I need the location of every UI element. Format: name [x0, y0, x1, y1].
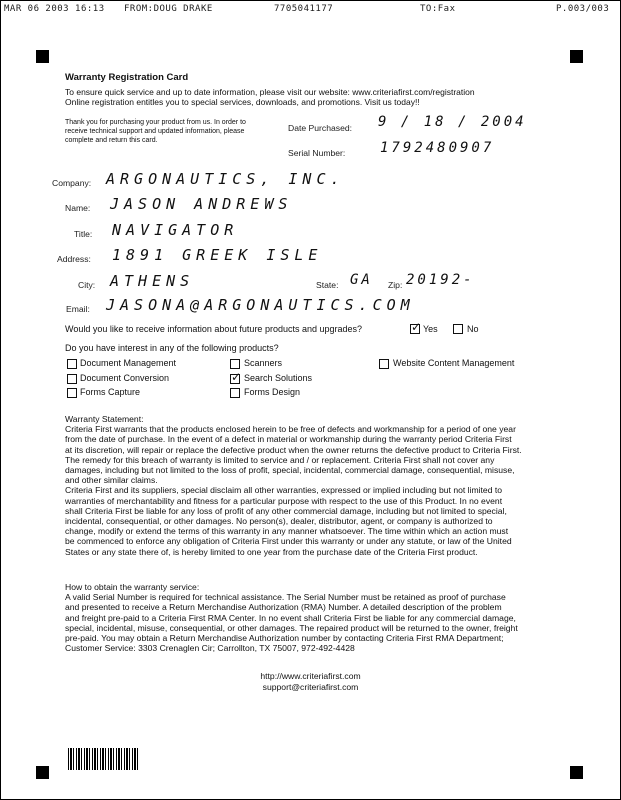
- service-heading: How to obtain the warranty service:: [65, 582, 200, 592]
- barcode: [68, 748, 138, 770]
- warranty-line: Criteria First warrants that the products enclosed herein to be free of defects and workmanship for a period of one year: [65, 424, 516, 435]
- date-purchased-label: Date Purchased:: [288, 123, 353, 133]
- fax-page-number: P.003/003: [556, 4, 610, 14]
- city-label: City:: [78, 280, 96, 290]
- service-line: Customer Service: 3303 Crenaglen Cir; Carrollton, TX 75007, 972-492-4428: [65, 643, 355, 654]
- state-value[interactable]: GA: [350, 272, 373, 288]
- upgrades-yes-checkbox[interactable]: [410, 324, 420, 334]
- email-label: Email:: [66, 304, 90, 314]
- date-purchased-value[interactable]: 9 / 18 / 2004: [378, 114, 527, 130]
- fax-date: MAR 06 2003 16:13: [4, 4, 105, 14]
- interest-forms-design-label: Forms Design: [244, 387, 301, 397]
- registration-mark-top-right: [570, 50, 583, 63]
- state-label: State:: [316, 280, 339, 290]
- warranty-line: and other similar claims.: [65, 475, 158, 486]
- interest-website-content-management-label: Website Content Management: [393, 358, 515, 368]
- warranty-line: incidental, consequential, or other damages. No person(s), dealer, distributor, agent, or company is authorized to: [65, 516, 493, 527]
- interest-document-management-checkbox[interactable]: [67, 359, 77, 369]
- registration-mark-bottom-left: [36, 766, 49, 779]
- upgrades-yes-label: Yes: [423, 324, 438, 334]
- fax-from: FROM:DOUG DRAKE: [124, 4, 213, 14]
- interest-search-solutions-checkbox[interactable]: [230, 374, 240, 384]
- interest-website-content-management-checkbox[interactable]: [379, 359, 389, 369]
- fax-to: TO:Fax: [420, 4, 456, 14]
- zip-label: Zip:: [388, 280, 403, 290]
- warranty-line: shall Criteria First be liable for any loss of profit of any other commercial damage, including but not limited to special,: [65, 505, 507, 516]
- warranty-line: change, modify or extend the terms of this warranty in any manner whatsoever. The time within which an action must: [65, 526, 509, 537]
- upgrades-question: Would you like to receive information about future products and upgrades?: [65, 324, 363, 334]
- address-value[interactable]: 1891 GREEK ISLE: [112, 246, 323, 264]
- thanks-text: [65, 118, 246, 145]
- service-line: pre-paid. You may obtain a Return Merchandise Authorization number by contacting Criteria First RMA Department;: [65, 633, 504, 644]
- interest-forms-capture-label: Forms Capture: [80, 387, 141, 397]
- interest-forms-capture-checkbox[interactable]: [67, 388, 77, 398]
- title-value[interactable]: NAVIGATOR: [112, 221, 239, 239]
- registration-mark-bottom-right: [570, 766, 583, 779]
- email-value[interactable]: JASONA@ARGONAUTICS.COM: [106, 296, 415, 314]
- warranty-statement: [65, 414, 545, 557]
- city-value[interactable]: ATHENS: [110, 272, 195, 290]
- service-line: and presented to receive a Return Merchandise Authorization (RMA) Number. A detailed description of the problem: [65, 602, 502, 613]
- name-label: Name:: [65, 203, 91, 213]
- fax-number: 7705041177: [274, 4, 334, 14]
- service-line: A valid Serial Number is required for technical assistance. The Serial Number must be retained as proof of purchase: [65, 592, 506, 603]
- thanks-line: Thank you for purchasing your product from us. In order to: [65, 119, 246, 126]
- warranty-line: be commenced to enforce any obligation of Criteria First under this warranty or under any statute, or law of the United: [65, 536, 512, 547]
- card-title: Warranty Registration Card: [65, 72, 189, 83]
- intro-line-2: Online registration entitles you to special services, downloads, and promotions. Visit us today!!: [65, 97, 420, 107]
- warranty-line: at its discretion, will repair or replace the defective product when the owner returns the defective product to Criteria First.: [65, 444, 522, 455]
- warranty-heading: Warranty Statement:: [65, 414, 144, 424]
- warranty-line: Criteria First and its suppliers, special disclaim all other warranties, expressed or implied including but not limited to: [65, 485, 503, 496]
- warranty-line: The remedy for this breach of warranty is limited to service and / or replacement. Criteria First shall not cover any: [65, 454, 495, 465]
- interest-scanners-label: Scanners: [244, 358, 283, 368]
- upgrades-no-label: No: [467, 324, 479, 334]
- interest-forms-design-checkbox[interactable]: [230, 388, 240, 398]
- address-label: Address:: [57, 254, 91, 264]
- interest-document-management-label: Document Management: [80, 358, 177, 368]
- upgrades-no-checkbox[interactable]: [453, 324, 463, 334]
- serial-number-label: Serial Number:: [288, 148, 346, 158]
- interest-question: Do you have interest in any of the following products?: [65, 343, 279, 353]
- website-link[interactable]: http://www.criteriafirst.com: [260, 671, 361, 681]
- intro-line-1: To ensure quick service and up to date information, please visit our website: www.criteriafirst.com/registration: [65, 87, 475, 97]
- warranty-line: from the date of purchase. In the event of a defect in material or workmanship during the warranty period Criteria First: [65, 434, 512, 445]
- service-line: special, incidental, misuse, consequential, or other damages. The repaired product will be returned to the owner, freight: [65, 622, 518, 633]
- registration-mark-top-left: [36, 50, 49, 63]
- support-email-link[interactable]: support@criteriafirst.com: [262, 682, 359, 692]
- interest-document-conversion-checkbox[interactable]: [67, 374, 77, 384]
- company-value[interactable]: ARGONAUTICS, INC.: [106, 170, 345, 188]
- interest-search-solutions-label: Search Solutions: [244, 373, 313, 383]
- interest-scanners-checkbox[interactable]: [230, 359, 240, 369]
- warranty-line: warranties of merchantability and fitness for a particular purpose with respect to the use of this Product. In no event: [65, 495, 503, 506]
- company-label: Company:: [52, 178, 92, 188]
- service-line: and freight pre-paid to a Criteria First RMA Center. In no event shall Criteria First be liable for any commercial damage,: [65, 612, 516, 623]
- warranty-line: States or any state there of, is hereby limited to one year from the purchase date of the Criteria First product.: [65, 546, 478, 557]
- thanks-line: complete and return this card.: [65, 137, 158, 144]
- zip-value[interactable]: 20192-: [406, 272, 475, 288]
- thanks-line: receive technical support and updated information, please: [65, 128, 245, 135]
- warranty-service-section: [65, 582, 545, 653]
- name-value[interactable]: JASON ANDREWS: [110, 195, 293, 213]
- title-label: Title:: [74, 229, 93, 239]
- interest-document-conversion-label: Document Conversion: [80, 373, 170, 383]
- warranty-line: damages, including but not limited to the loss of profit, special, incidental, commercial damage, consequential, misuse,: [65, 465, 515, 476]
- serial-number-value[interactable]: 1792480907: [380, 140, 495, 156]
